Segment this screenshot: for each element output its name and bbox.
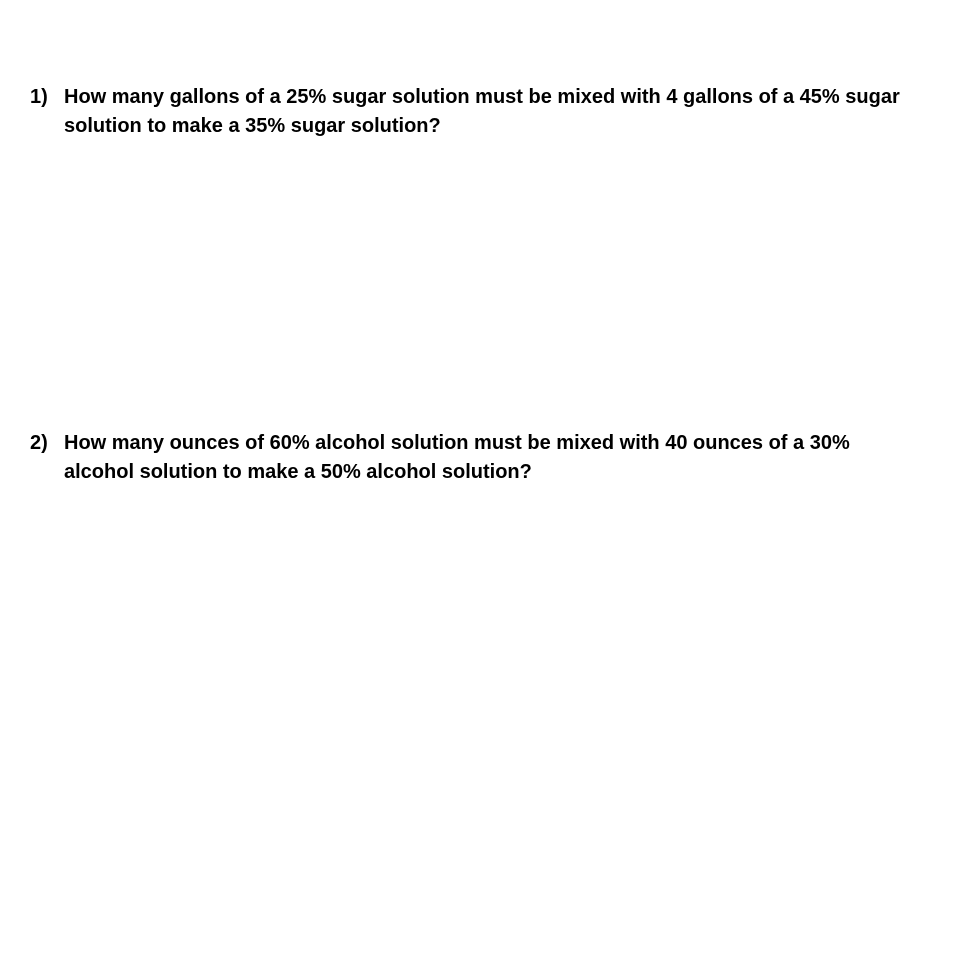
question-1	[30, 83, 920, 141]
question-text: How many gallons of a 25% sugar solution must be mixed with 4 gallons of a 45% sugar solution to make a 35% sugar solution?	[64, 86, 900, 137]
question-text: How many ounces of 60% alcohol solution must be mixed with 40 ounces of a 30% alcohol solution to make a 50% alcohol solution?	[64, 432, 850, 483]
question-number: 1)	[30, 86, 48, 108]
question-number: 2)	[30, 432, 48, 454]
question-2	[30, 429, 920, 487]
